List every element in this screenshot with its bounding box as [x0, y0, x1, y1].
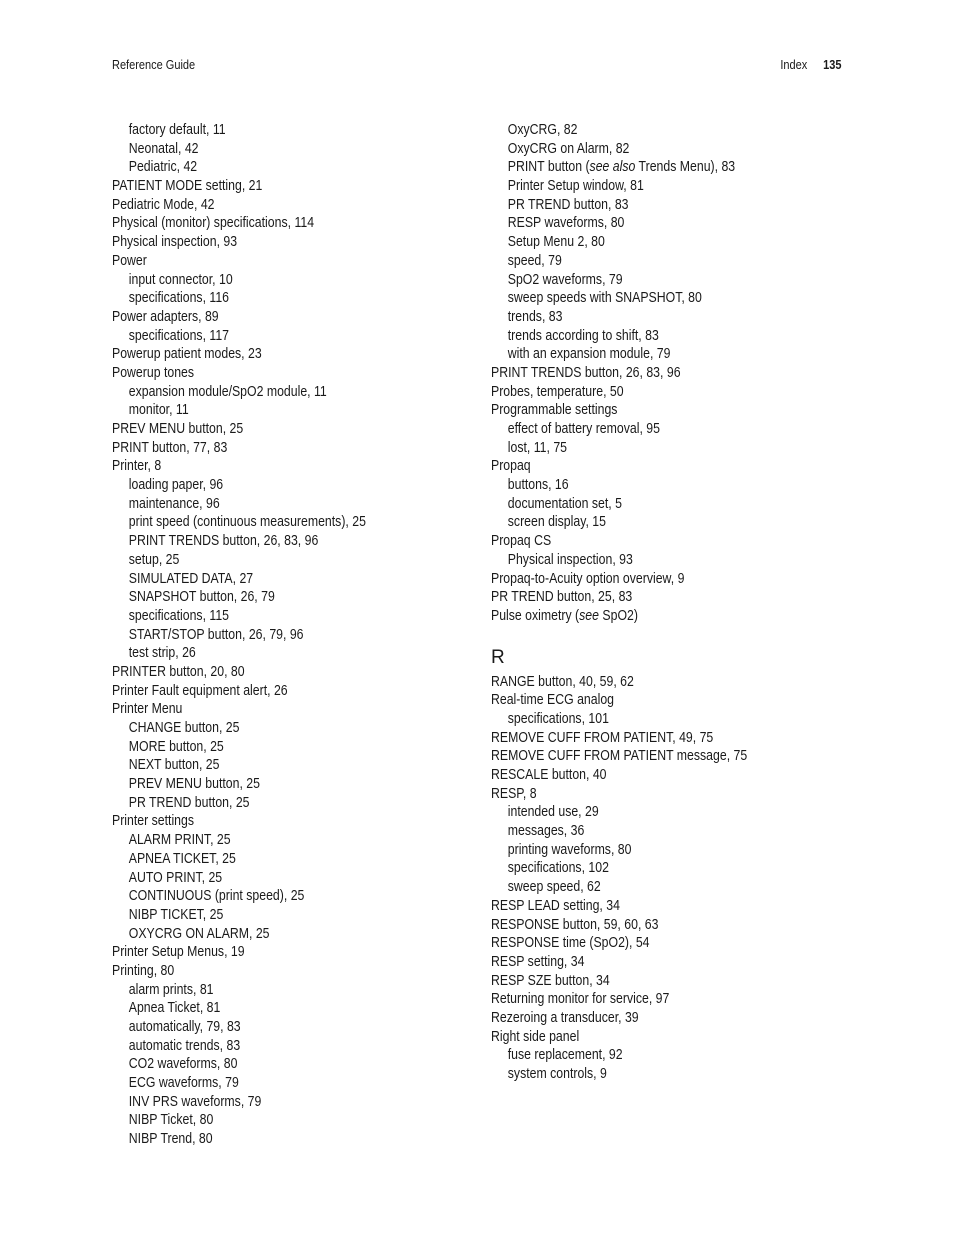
index-entry: Rezeroing a transducer, 39 [491, 1009, 639, 1026]
index-subentry: Printer Setup window, 81 [507, 178, 644, 195]
index-subentry: OxyCRG on Alarm, 82 [507, 140, 630, 157]
index-subentry: NIBP Ticket, 80 [128, 1112, 214, 1129]
index-subentry: CO2 waveforms, 80 [128, 1056, 238, 1073]
index-entry [491, 607, 818, 626]
index-subentry: NIBP Trend, 80 [128, 1131, 213, 1148]
index-subentry: automatic trends, 83 [128, 1037, 241, 1054]
index-subentry: system controls, 9 [507, 1066, 607, 1082]
index-subentry: NIBP TICKET, 25 [128, 906, 224, 923]
index-subentry: sweep speeds with SNAPSHOT, 80 [507, 290, 702, 307]
index-subentry: automatically, 79, 83 [128, 1019, 241, 1035]
index-subentry: Neonatal, 42 [128, 140, 199, 157]
entry-text: Trends Menu), 83 [635, 159, 736, 176]
index-entry: Printing, 80 [112, 962, 175, 979]
index-subentry: specifications, 101 [507, 710, 609, 727]
index-entry: RESP LEAD setting, 34 [491, 897, 620, 914]
index-entry: RESPONSE button, 59, 60, 63 [491, 916, 659, 933]
index-subentry: specifications, 115 [128, 607, 230, 624]
section-letter: R [491, 646, 505, 668]
index-entry: Programmable settings [491, 402, 618, 419]
index-entry: Power adapters, 89 [112, 308, 219, 325]
entry-text: SpO2) [598, 607, 638, 624]
index-entry: Printer, 8 [112, 458, 162, 475]
index-subentry: specifications, 116 [128, 290, 230, 307]
index-entry: PRINT button, 77, 83 [112, 439, 228, 456]
index-entry: RESP setting, 34 [491, 953, 585, 970]
index-subentry: test strip, 26 [128, 645, 196, 662]
index-subentry: INV PRS waveforms, 79 [128, 1093, 262, 1110]
index-entry: Powerup patient modes, 23 [112, 346, 262, 363]
index-entry: Pediatric Mode, 42 [112, 196, 215, 213]
entry-cross-reference: see [579, 607, 599, 624]
index-subentry: OXYCRG ON ALARM, 25 [128, 925, 270, 942]
index-entry: Physical (monitor) specifications, 114 [112, 215, 315, 232]
index-subentry: specifications, 117 [128, 327, 230, 344]
index-entry: Propaq [491, 458, 531, 475]
index-subentry: speed, 79 [507, 252, 562, 269]
index-subentry: printing waveforms, 80 [507, 841, 632, 858]
index-subentry: OxyCRG, 82 [507, 122, 578, 138]
index-subentry: SpO2 waveforms, 79 [507, 271, 623, 288]
index-subentry: AUTO PRINT, 25 [128, 869, 223, 886]
index-subentry: NEXT button, 25 [128, 757, 220, 774]
index-subentry: alarm prints, 81 [128, 981, 214, 998]
index-subentry: Pediatric, 42 [128, 159, 198, 176]
index-subentry: sweep speed, 62 [507, 879, 601, 896]
index-column-left [112, 121, 492, 1149]
index-subentry: input connector, 10 [128, 271, 233, 288]
index-entry: Right side panel [491, 1028, 580, 1045]
index-subentry: monitor, 11 [128, 402, 189, 419]
index-entry: PR TREND button, 25, 83 [491, 589, 633, 606]
index-entry: Probes, temperature, 50 [491, 383, 624, 400]
index-subentry: CHANGE button, 25 [128, 720, 240, 736]
index-subentry: maintenance, 96 [128, 495, 220, 512]
index-subentry: START/STOP button, 26, 79, 96 [128, 626, 304, 643]
index-column-right [491, 121, 871, 1084]
index-subentry: PR TREND button, 25 [128, 794, 250, 811]
section-label: Index [779, 58, 807, 72]
index-subentry: intended use, 29 [507, 804, 599, 821]
entry-cross-reference: see also [589, 159, 636, 176]
index-subentry: factory default, 11 [128, 122, 226, 138]
index-entry: RESP SZE button, 34 [491, 972, 610, 989]
index-subentry: SNAPSHOT button, 26, 79 [128, 589, 275, 606]
index-entry: RANGE button, 40, 59, 62 [491, 673, 634, 690]
index-entry: Printer Fault equipment alert, 26 [112, 682, 288, 699]
index-subentry [491, 158, 818, 177]
index-subentry: APNEA TICKET, 25 [128, 850, 236, 867]
index-subentry: trends according to shift, 83 [507, 327, 659, 344]
index-subentry: screen display, 15 [507, 514, 606, 531]
index-subentry: lost, 11, 75 [507, 439, 568, 456]
index-subentry: RESP waveforms, 80 [507, 215, 625, 232]
index-subentry: effect of battery removal, 95 [507, 421, 660, 437]
index-entry: PRINT TRENDS button, 26, 83, 96 [491, 364, 681, 381]
index-subentry: buttons, 16 [507, 477, 569, 494]
index-entry: PREV MENU button, 25 [112, 421, 244, 437]
index-subentry: specifications, 102 [507, 860, 609, 877]
index-subentry: with an expansion module, 79 [507, 346, 671, 363]
index-entry: Printer Menu [112, 701, 183, 718]
running-header-section [780, 58, 841, 72]
index-entry: Printer settings [112, 813, 195, 830]
index-subentry: Physical inspection, 93 [507, 551, 633, 568]
index-entry: Propaq-to-Acuity option overview, 9 [491, 570, 685, 587]
index-subentry: MORE button, 25 [128, 738, 224, 755]
index-subentry: documentation set, 5 [507, 495, 622, 512]
index-entry: REMOVE CUFF FROM PATIENT message, 75 [491, 748, 748, 765]
index-subentry: CONTINUOUS (print speed), 25 [128, 888, 305, 905]
index-subentry: print speed (continuous measurements), 25 [128, 514, 366, 531]
index-subentry: PRINT TRENDS button, 26, 83, 96 [128, 533, 319, 550]
index-entry: Propaq CS [491, 533, 552, 550]
index-subentry: SIMULATED DATA, 27 [128, 570, 254, 587]
index-entry: Real-time ECG analog [491, 692, 615, 709]
entry-text: Pulse oximetry ( [491, 607, 580, 624]
index-subentry: PREV MENU button, 25 [128, 776, 260, 793]
index-subentry: ALARM PRINT, 25 [128, 832, 231, 849]
index-entry: PRINTER button, 20, 80 [112, 663, 245, 680]
index-subentry: Setup Menu 2, 80 [507, 234, 605, 251]
index-entry: Powerup tones [112, 364, 195, 381]
index-entry: Power [112, 252, 147, 269]
index-entry: RESP, 8 [491, 785, 537, 802]
index-subentry: setup, 25 [128, 551, 180, 568]
index-subentry: expansion module/SpO2 module, 11 [128, 383, 327, 400]
index-subentry: ECG waveforms, 79 [128, 1075, 239, 1092]
index-entry: Returning monitor for service, 97 [491, 991, 670, 1008]
index-entry: RESPONSE time (SpO2), 54 [491, 935, 650, 952]
index-entry: PATIENT MODE setting, 21 [112, 178, 263, 195]
index-subentry: messages, 36 [507, 823, 585, 840]
index-entry: RESCALE button, 40 [491, 767, 607, 783]
entry-text: PRINT button ( [507, 159, 590, 176]
index-entry: REMOVE CUFF FROM PATIENT, 49, 75 [491, 729, 714, 746]
index-subentry: Apnea Ticket, 81 [128, 1000, 221, 1017]
index-subentry: trends, 83 [507, 308, 563, 325]
index-subentry: PR TREND button, 83 [507, 196, 629, 213]
index-entry: Printer Setup Menus, 19 [112, 944, 245, 961]
page-number: 135 [822, 58, 841, 72]
running-header-title: Reference Guide [112, 58, 196, 72]
index-entry: Physical inspection, 93 [112, 234, 238, 251]
index-subentry: fuse replacement, 92 [507, 1047, 623, 1064]
index-subentry: loading paper, 96 [128, 477, 224, 494]
